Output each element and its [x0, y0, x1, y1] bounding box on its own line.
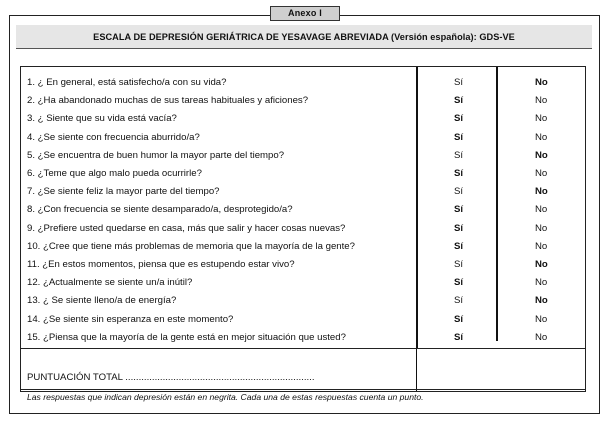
footnote-separator	[21, 389, 585, 390]
question-text: 9. ¿Prefiere usted quedarse en casa, más que salir y hacer cosas nuevas?	[27, 222, 346, 234]
question-row	[27, 238, 582, 256]
answer-no[interactable]: No	[535, 295, 548, 307]
answer-si[interactable]: Sí	[454, 77, 464, 88]
question-text: 3. ¿ Siente que su vida está vacía?	[27, 113, 177, 125]
total-score-label: PUNTUACIÓN TOTAL .......................................................................	[27, 372, 315, 383]
answer-no[interactable]: No	[535, 277, 548, 289]
total-separator	[21, 348, 585, 349]
question-text: 1. ¿ En general, está satisfecho/a con su vida?	[27, 77, 227, 88]
question-text: 11. ¿En estos momentos, piensa que es estupendo estar vivo?	[27, 259, 295, 270]
scale-title: ESCALA DE DEPRESIÓN GERIÁTRICA DE YESAVAGE ABREVIADA (Versión española): GDS-VE	[16, 25, 592, 49]
question-row	[27, 110, 582, 128]
answer-no[interactable]: No	[535, 222, 548, 234]
answer-no[interactable]: No	[535, 168, 548, 179]
question-row	[27, 292, 582, 310]
question-row	[27, 147, 582, 165]
answer-no[interactable]: No	[535, 331, 548, 343]
answer-si[interactable]: Sí	[454, 313, 464, 325]
answer-no[interactable]: No	[535, 186, 548, 198]
total-divider	[416, 348, 417, 391]
question-row	[27, 183, 582, 201]
answer-si[interactable]: Sí	[454, 131, 464, 143]
question-text: 4. ¿Se siente con frecuencia aburrido/a?	[27, 131, 200, 143]
question-row	[27, 92, 582, 110]
answer-no[interactable]: No	[535, 95, 548, 107]
answer-si[interactable]: Sí	[454, 240, 464, 252]
answer-si[interactable]: Sí	[454, 259, 464, 270]
question-row	[27, 74, 582, 92]
question-text: 2. ¿Ha abandonado muchas de sus tareas habituales y aficiones?	[27, 95, 309, 107]
question-text: 6. ¿Teme que algo malo pueda ocurrirle?	[27, 168, 202, 179]
question-text: 8. ¿Con frecuencia se siente desamparado/a, desprotegido/a?	[27, 204, 293, 216]
question-text: 15. ¿Piensa que la mayoría de la gente está en mejor situación que usted?	[27, 331, 346, 343]
answer-no[interactable]: No	[535, 131, 548, 143]
question-text: 14. ¿Se siente sin esperanza en este momento?	[27, 313, 234, 325]
answer-si[interactable]: Sí	[454, 277, 464, 289]
question-row	[27, 220, 582, 238]
answer-si[interactable]: Sí	[454, 222, 464, 234]
answer-no[interactable]: No	[535, 77, 548, 88]
answer-si[interactable]: Sí	[454, 331, 464, 343]
answer-si[interactable]: Sí	[454, 149, 464, 161]
question-row	[27, 165, 582, 183]
answer-si[interactable]: Sí	[454, 295, 464, 307]
question-row	[27, 311, 582, 329]
question-row	[27, 329, 582, 347]
question-text: 12. ¿Actualmente se siente un/a inútil?	[27, 277, 193, 289]
annex-label: Anexo I	[270, 6, 340, 21]
question-row	[27, 201, 582, 219]
question-row	[27, 129, 582, 147]
question-row	[27, 274, 582, 292]
answer-si[interactable]: Sí	[454, 168, 464, 179]
question-text: 7. ¿Se siente feliz la mayor parte del tiempo?	[27, 186, 220, 198]
answer-no[interactable]: No	[535, 149, 548, 161]
question-text: 13. ¿ Se siente lleno/a de energía?	[27, 295, 177, 307]
question-text: 10. ¿Cree que tiene más problemas de memoria que la mayoría de la gente?	[27, 240, 355, 252]
answer-no[interactable]: No	[535, 113, 548, 125]
answer-si[interactable]: Sí	[454, 204, 464, 216]
answer-si[interactable]: Sí	[454, 113, 464, 125]
answer-no[interactable]: No	[535, 204, 548, 216]
answer-si[interactable]: Sí	[454, 186, 464, 198]
question-row	[27, 256, 582, 274]
answer-no[interactable]: No	[535, 259, 548, 270]
answer-no[interactable]: No	[535, 240, 548, 252]
answer-si[interactable]: Sí	[454, 95, 464, 107]
question-text: 5. ¿Se encuentra de buen humor la mayor parte del tiempo?	[27, 149, 285, 161]
footnote: Las respuestas que indican depresión están en negrita. Cada una de estas respuestas cuenta un punto.	[27, 392, 424, 402]
answer-no[interactable]: No	[535, 313, 548, 325]
